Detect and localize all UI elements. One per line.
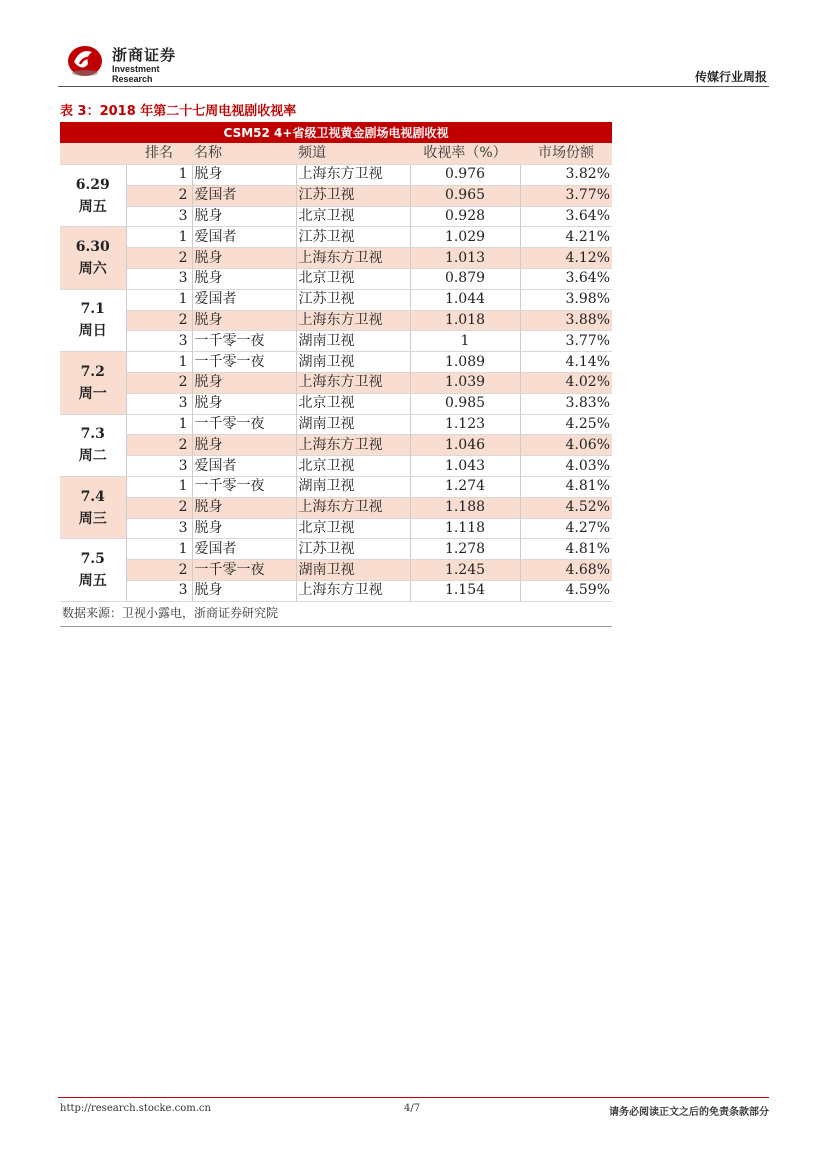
name-cell: 脱身 (192, 248, 296, 269)
name-cell: 爱国者 (192, 289, 296, 310)
table-row (60, 372, 612, 393)
table-header-row (60, 143, 612, 165)
share-cell: 4.02% (520, 372, 612, 393)
rank-cell: 2 (126, 310, 192, 331)
channel-cell: 上海东方卫视 (296, 580, 410, 601)
rating-cell: 1.039 (410, 372, 520, 393)
logo-english-name: Investment Research (112, 64, 160, 84)
table-row (60, 352, 612, 373)
rank-cell: 3 (126, 331, 192, 352)
channel-cell: 江苏卫视 (296, 289, 410, 310)
rank-cell: 3 (126, 456, 192, 477)
data-source: 数据来源：卫视小露电，浙商证券研究院 (60, 601, 612, 626)
name-cell: 脱身 (192, 310, 296, 331)
rating-cell: 1.044 (410, 289, 520, 310)
channel-cell: 湖南卫视 (296, 331, 410, 352)
name-cell: 一千零一夜 (192, 352, 296, 373)
name-cell: 脱身 (192, 435, 296, 456)
table-row (60, 227, 612, 248)
table-row (60, 497, 612, 518)
rating-cell: 1.029 (410, 227, 520, 248)
rating-cell: 1.154 (410, 580, 520, 601)
header-name: 名称 (192, 143, 296, 165)
table-row (60, 476, 612, 497)
share-cell: 4.59% (520, 580, 612, 601)
rank-cell: 3 (126, 518, 192, 539)
share-cell: 4.25% (520, 414, 612, 435)
header-share: 市场份额 (520, 143, 612, 165)
table-row (60, 560, 612, 581)
rank-cell: 2 (126, 497, 192, 518)
share-cell: 4.27% (520, 518, 612, 539)
logo-mark-icon (66, 42, 104, 78)
table-row (60, 580, 612, 601)
day-weekday: 周六 (78, 261, 107, 278)
ratings-table (60, 122, 612, 627)
rank-cell: 2 (126, 372, 192, 393)
share-cell: 3.83% (520, 393, 612, 414)
day-cell (60, 165, 126, 227)
rating-cell: 0.976 (410, 165, 520, 186)
rating-cell: 1.245 (410, 560, 520, 581)
name-cell: 脱身 (192, 268, 296, 289)
table-row (60, 289, 612, 310)
header-rating: 收视率（%） (410, 143, 520, 165)
day-cell (60, 352, 126, 414)
ratings-table-wrapper (60, 122, 612, 627)
header-channel: 频道 (296, 143, 410, 165)
name-cell: 脱身 (192, 497, 296, 518)
rank-cell: 1 (126, 227, 192, 248)
report-type: 传媒行业周报 (694, 70, 767, 84)
rank-cell: 2 (126, 435, 192, 456)
table-caption: 表 3：2018 年第二十七周电视剧收视率 (60, 104, 297, 119)
share-cell: 4.14% (520, 352, 612, 373)
channel-cell: 上海东方卫视 (296, 310, 410, 331)
share-cell: 3.88% (520, 310, 612, 331)
rank-cell: 1 (126, 352, 192, 373)
share-cell: 4.21% (520, 227, 612, 248)
rank-cell: 1 (126, 414, 192, 435)
name-cell: 脱身 (192, 206, 296, 227)
share-cell: 3.77% (520, 331, 612, 352)
table-row (60, 331, 612, 352)
channel-cell: 北京卫视 (296, 206, 410, 227)
share-cell: 4.52% (520, 497, 612, 518)
logo-chinese-name: 浙商证券 (112, 46, 177, 64)
share-cell: 4.12% (520, 248, 612, 269)
rank-cell: 1 (126, 539, 192, 560)
day-weekday: 周五 (78, 198, 107, 215)
day-date: 7.5 (80, 551, 105, 568)
channel-cell: 上海东方卫视 (296, 372, 410, 393)
header-rank: 排名 (126, 143, 192, 165)
table-row (60, 248, 612, 269)
footer-divider-left (58, 1097, 298, 1098)
channel-cell: 江苏卫视 (296, 539, 410, 560)
rank-cell: 1 (126, 165, 192, 186)
day-cell (60, 289, 126, 351)
day-weekday: 周一 (78, 385, 107, 402)
rating-cell: 1.089 (410, 352, 520, 373)
rating-cell: 0.985 (410, 393, 520, 414)
table-row (60, 435, 612, 456)
rank-cell: 2 (126, 248, 192, 269)
name-cell: 爱国者 (192, 539, 296, 560)
name-cell: 脱身 (192, 165, 296, 186)
table-row (60, 518, 612, 539)
header-divider (58, 86, 769, 87)
rating-cell: 1.046 (410, 435, 520, 456)
rating-cell: 1.118 (410, 518, 520, 539)
share-cell: 3.82% (520, 165, 612, 186)
rating-cell: 0.965 (410, 185, 520, 206)
rank-cell: 2 (126, 560, 192, 581)
channel-cell: 湖南卫视 (296, 414, 410, 435)
name-cell: 爱国者 (192, 227, 296, 248)
name-cell: 一千零一夜 (192, 331, 296, 352)
share-cell: 3.98% (520, 289, 612, 310)
rating-cell: 0.879 (410, 268, 520, 289)
day-cell (60, 227, 126, 289)
footer-divider-right (298, 1097, 769, 1098)
channel-cell: 湖南卫视 (296, 352, 410, 373)
channel-cell: 上海东方卫视 (296, 248, 410, 269)
table-body (60, 165, 612, 602)
share-cell: 4.81% (520, 539, 612, 560)
day-weekday: 周五 (78, 573, 107, 590)
channel-cell: 上海东方卫视 (296, 435, 410, 456)
day-date: 7.1 (80, 301, 105, 318)
day-cell (60, 414, 126, 476)
name-cell: 脱身 (192, 372, 296, 393)
rating-cell: 1 (410, 331, 520, 352)
table-row (60, 456, 612, 477)
channel-cell: 上海东方卫视 (296, 497, 410, 518)
day-weekday: 周二 (78, 448, 107, 465)
rating-cell: 1.013 (410, 248, 520, 269)
rank-cell: 1 (126, 289, 192, 310)
share-cell: 4.81% (520, 476, 612, 497)
day-date: 7.3 (80, 426, 105, 443)
channel-cell: 北京卫视 (296, 518, 410, 539)
share-cell: 3.64% (520, 206, 612, 227)
table-row (60, 206, 612, 227)
table-row (60, 310, 612, 331)
name-cell: 脱身 (192, 580, 296, 601)
page-number: 4/7 (404, 1103, 421, 1114)
name-cell: 一千零一夜 (192, 560, 296, 581)
day-weekday: 周日 (78, 323, 107, 340)
rating-cell: 1.043 (410, 456, 520, 477)
rating-cell: 0.928 (410, 206, 520, 227)
day-date: 6.30 (75, 239, 110, 256)
rating-cell: 1.278 (410, 539, 520, 560)
share-cell: 4.06% (520, 435, 612, 456)
rating-cell: 1.018 (410, 310, 520, 331)
rank-cell: 2 (126, 185, 192, 206)
table-row (60, 393, 612, 414)
day-cell (60, 539, 126, 601)
rank-cell: 1 (126, 476, 192, 497)
rank-cell: 3 (126, 580, 192, 601)
channel-cell: 湖南卫视 (296, 560, 410, 581)
name-cell: 一千零一夜 (192, 476, 296, 497)
table-row (60, 539, 612, 560)
channel-cell: 北京卫视 (296, 456, 410, 477)
channel-cell: 江苏卫视 (296, 185, 410, 206)
share-cell: 4.68% (520, 560, 612, 581)
channel-cell: 湖南卫视 (296, 476, 410, 497)
day-date: 7.2 (80, 363, 105, 380)
share-cell: 4.03% (520, 456, 612, 477)
rank-cell: 3 (126, 268, 192, 289)
rating-cell: 1.123 (410, 414, 520, 435)
share-cell: 3.77% (520, 185, 612, 206)
name-cell: 一千零一夜 (192, 414, 296, 435)
rank-cell: 3 (126, 393, 192, 414)
table-row (60, 268, 612, 289)
company-logo (66, 42, 181, 84)
day-date: 7.4 (80, 488, 105, 505)
day-weekday: 周三 (78, 510, 107, 527)
channel-cell: 江苏卫视 (296, 227, 410, 248)
channel-cell: 北京卫视 (296, 268, 410, 289)
name-cell: 爱国者 (192, 456, 296, 477)
header-blank (60, 143, 126, 165)
table-row (60, 165, 612, 186)
footer-disclaimer: 请务必阅读正文之后的免责条款部分 (609, 1107, 769, 1118)
table-row (60, 414, 612, 435)
footer-url-link[interactable]: http://research.stocke.com.cn (60, 1103, 211, 1114)
channel-cell: 上海东方卫视 (296, 165, 410, 186)
day-date: 6.29 (75, 176, 110, 193)
rank-cell: 3 (126, 206, 192, 227)
day-cell (60, 476, 126, 538)
name-cell: 爱国者 (192, 185, 296, 206)
channel-cell: 北京卫视 (296, 393, 410, 414)
name-cell: 脱身 (192, 518, 296, 539)
rating-cell: 1.274 (410, 476, 520, 497)
share-cell: 3.64% (520, 268, 612, 289)
rating-cell: 1.188 (410, 497, 520, 518)
table-row (60, 185, 612, 206)
name-cell: 脱身 (192, 393, 296, 414)
table-title: CSM52 4+省级卫视黄金剧场电视剧收视 (60, 122, 612, 143)
